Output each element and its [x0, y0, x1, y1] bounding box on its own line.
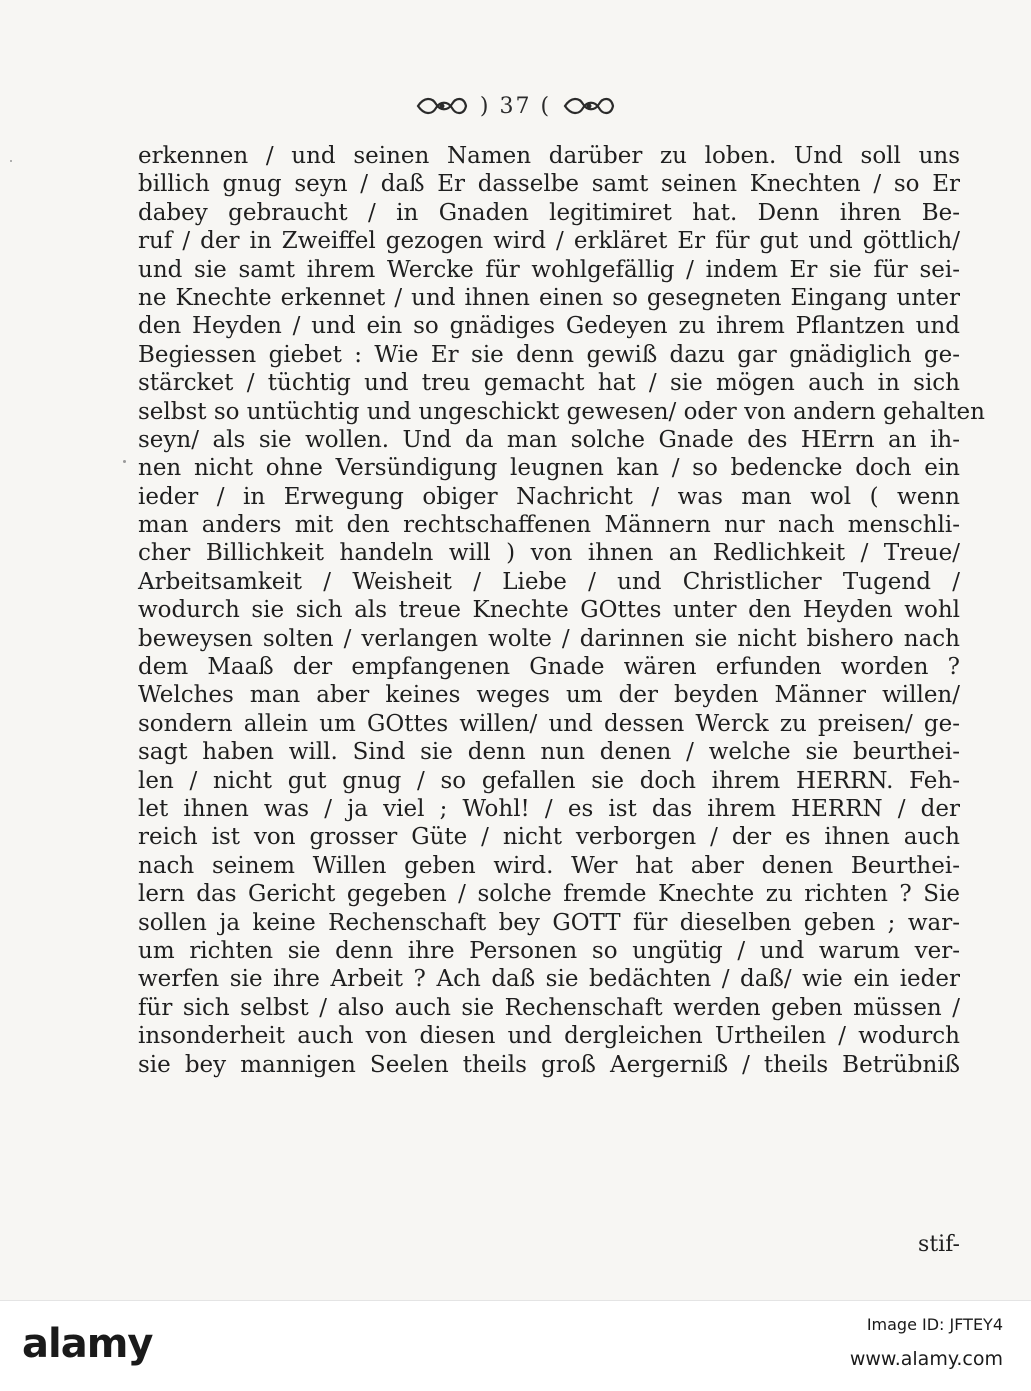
text-line: reich ist von grosser Güte / nicht verborgen / der es ihnen auch	[138, 824, 960, 851]
paper-speck	[10, 160, 12, 162]
text-line: dabey gebraucht / in Gnaden legitimiret hat. Denn ihren Be-	[138, 199, 960, 226]
image-id: Image ID: JFTEY4	[866, 1315, 1003, 1334]
alamy-logo: alamy	[22, 1321, 153, 1367]
text-line: dem Maaß der empfangenen Gnade wären erfunden worden ?	[138, 654, 960, 681]
text-line: ieder / in Erwegung obiger Nachricht / was man wol ( wenn	[138, 483, 960, 510]
text-line: man anders mit den rechtschaffenen Männern nur nach menschli-	[138, 512, 960, 539]
text-line: let ihnen was / ja viel ; Wohl! / es ist das ihrem HERRN / der	[138, 795, 960, 822]
image-meta	[850, 1315, 1003, 1370]
text-line: ruf / der in Zweiffel gezogen wird / erkläret Er für gut und göttlich/	[138, 228, 960, 255]
text-line: selbst so untüchtig und ungeschickt gewesen/ oder von andern gehalten	[138, 398, 985, 425]
text-line: werfen sie ihre Arbeit ? Ach daß sie bedächten / daß/ wie ein ieder	[138, 966, 960, 993]
text-line: ne Knechte erkennet / und ihnen einen so gesegneten Eingang unter	[138, 284, 960, 311]
text-line: Arbeitsamkeit / Weisheit / Liebe / und Christlicher Tugend /	[138, 568, 960, 595]
text-line: sie bey mannigen Seelen theils groß Aergerniß / theils Betrübniß	[138, 1051, 960, 1078]
text-line: stärcket / tüchtig und treu gemacht hat / sie mögen auch in sich	[138, 370, 960, 397]
text-line: seyn/ als sie wollen. Und da man solche Gnade des HErrn an ih-	[138, 426, 960, 453]
text-line: len / nicht gut gnug / so gefallen sie doch ihrem HERRN. Feh-	[138, 767, 960, 794]
ornament-icon	[561, 95, 617, 117]
text-line: cher Billichkeit handeln will ) von ihnen an Redlichkeit / Treue/	[138, 540, 960, 567]
watermark-bar	[0, 1300, 1031, 1391]
text-line: und sie samt ihrem Wercke für wohlgefällig / indem Er sie für sei-	[138, 256, 960, 283]
page-header	[0, 84, 1031, 128]
text-line: nach seinem Willen geben wird. Wer hat aber denen Beurthei-	[138, 852, 960, 879]
text-line: insonderheit auch von diesen und dergleichen Urtheilen / wodurch	[138, 1023, 960, 1050]
text-line: nen nicht ohne Versündigung leugnen kan / so bedencke doch ein	[138, 455, 960, 482]
text-line: für sich selbst / also auch sie Rechenschaft werden geben müssen /	[138, 994, 960, 1021]
text-line: billich gnug seyn / daß Er dasselbe samt seinen Knechten / so Er	[138, 171, 960, 198]
text-line: lern das Gericht gegeben / solche fremde Knechte zu richten ? Sie	[138, 881, 960, 908]
text-line: erkennen / und seinen Namen darüber zu loben. Und soll uns	[138, 143, 960, 169]
ornament-icon	[414, 95, 470, 117]
paper-speck	[123, 460, 126, 463]
page-number: ) 37 (	[479, 93, 552, 119]
text-line: sagt haben will. Sind sie denn nun denen / welche sie beurthei-	[138, 739, 960, 766]
text-line: Begiessen giebet : Wie Er sie denn gewiß dazu gar gnädiglich ge-	[138, 341, 960, 368]
body-text	[138, 142, 985, 1079]
site-url: www.alamy.com	[849, 1348, 1003, 1370]
text-line: um richten sie denn ihre Personen so ungütig / und warum ver-	[138, 937, 960, 964]
text-line: sondern allein um GOttes willen/ und dessen Werck zu preisen/ ge-	[138, 710, 960, 737]
catchword: stif-	[918, 1232, 960, 1257]
text-line: beweysen solten / verlangen wolte / darinnen sie nicht bishero nach	[138, 625, 960, 652]
text-line: wodurch sie sich als treue Knechte GOttes unter den Heyden wohl	[138, 597, 960, 624]
text-line: Welches man aber keines weges um der beyden Männer willen/	[138, 682, 960, 709]
text-line: den Heyden / und ein so gnädiges Gedeyen zu ihrem Pflantzen und	[138, 313, 960, 340]
text-line: sollen ja keine Rechenschaft bey GOTT für dieselben geben ; war-	[138, 909, 960, 936]
